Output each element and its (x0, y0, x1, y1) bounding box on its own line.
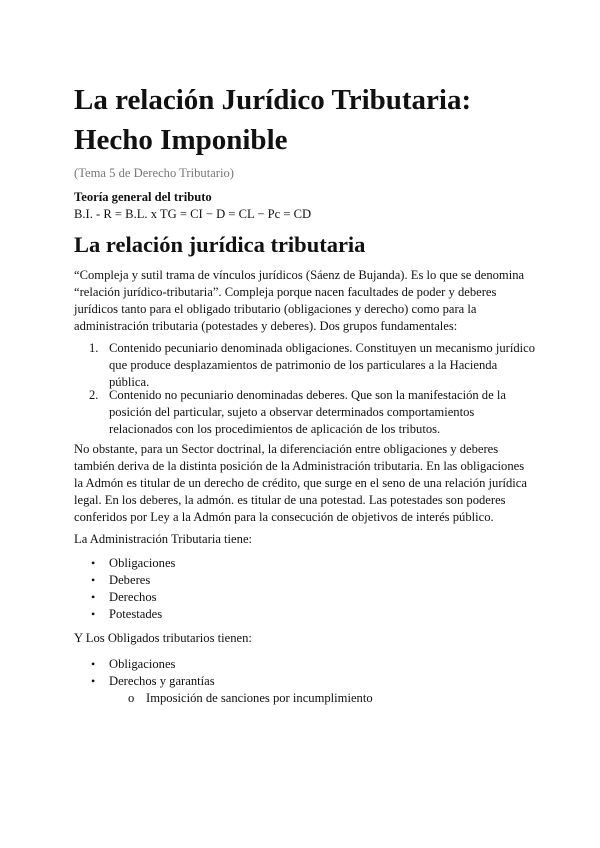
list-item-text: Obligaciones (109, 657, 176, 671)
bullet-icon: • (91, 674, 96, 688)
item-number: 2. (89, 388, 99, 402)
bullet-icon: • (91, 556, 96, 570)
bullet-icon: • (91, 573, 96, 587)
section-heading: La relación jurídica tributaria (74, 232, 366, 257)
admin-intro: La Administración Tributaria tiene: (74, 532, 253, 546)
title-line-2: Hecho Imponible (74, 124, 288, 156)
theory-heading: Teoría general del tributo (74, 190, 212, 204)
intro-paragraph: “Compleja y sutil trama de vínculos jurídicos (Sáenz de Bujanda). Es lo que se denomina “relación jurídico-tributaria”. Compleja porque nacen facultades de poder y deberes jurídicos tanto para el obligado tributario (obligaciones y derecho) como para la administración tributaria (potestades y deberes). Dos grupos fundamentales: (74, 268, 525, 333)
subtitle: (Tema 5 de Derecho Tributario) (74, 166, 234, 180)
list-item-text: Derechos y garantías (109, 674, 215, 688)
title-line-1: La relación Jurídico Tributaria: (74, 84, 472, 116)
sub-list-item (0, 690, 600, 707)
obligados-intro: Y Los Obligados tributarios tienen: (74, 631, 252, 645)
list-item (0, 555, 600, 572)
list-item (0, 606, 600, 623)
item-text: Contenido pecuniario denominada obligaciones. Constituyen un mecanismo jurídico que produce desplazamientos de patrimonio de los particulares a la Hacienda pública. (109, 341, 535, 389)
list-item (0, 572, 600, 589)
sub-list-item-text: Imposición de sanciones por incumplimiento (146, 691, 373, 705)
title (74, 80, 534, 160)
list-item-text: Obligaciones (109, 556, 176, 570)
circle-bullet-icon: o (128, 691, 135, 705)
list-item-text: Potestades (109, 607, 163, 621)
obligados-list (0, 656, 600, 707)
list-item (0, 673, 600, 690)
item-text: Contenido no pecuniario denominadas deberes. Que son la manifestación de la posición del particular, sujeto a observar determinados comportamientos relacionados con los procedimientos de aplicación de los tributos. (109, 388, 506, 436)
bullet-icon: • (91, 607, 96, 621)
item-number: 1. (89, 341, 99, 355)
bullet-icon: • (91, 590, 96, 604)
list-item (0, 589, 600, 606)
list-item-text: Deberes (109, 573, 151, 587)
admin-list (0, 555, 600, 623)
list-item-text: Derechos (109, 590, 157, 604)
bullet-icon: • (91, 657, 96, 671)
formula: B.I. - R = B.L. x TG = CI − D = CL − Pc = CD (74, 207, 312, 221)
paragraph-2: No obstante, para un Sector doctrinal, la diferenciación entre obligaciones y deberes también deriva de la distinta posición de la Administración tributaria. En las obligaciones la Admón es titular de un derecho de crédito, que surge en el seno de una relación jurídica legal. En los deberes, la admón. es titular de una potestad. Las potestades son poderes conferidos por Ley a la Admón para la consecución de objetivos de interés público. (74, 442, 527, 524)
list-item (0, 656, 600, 673)
